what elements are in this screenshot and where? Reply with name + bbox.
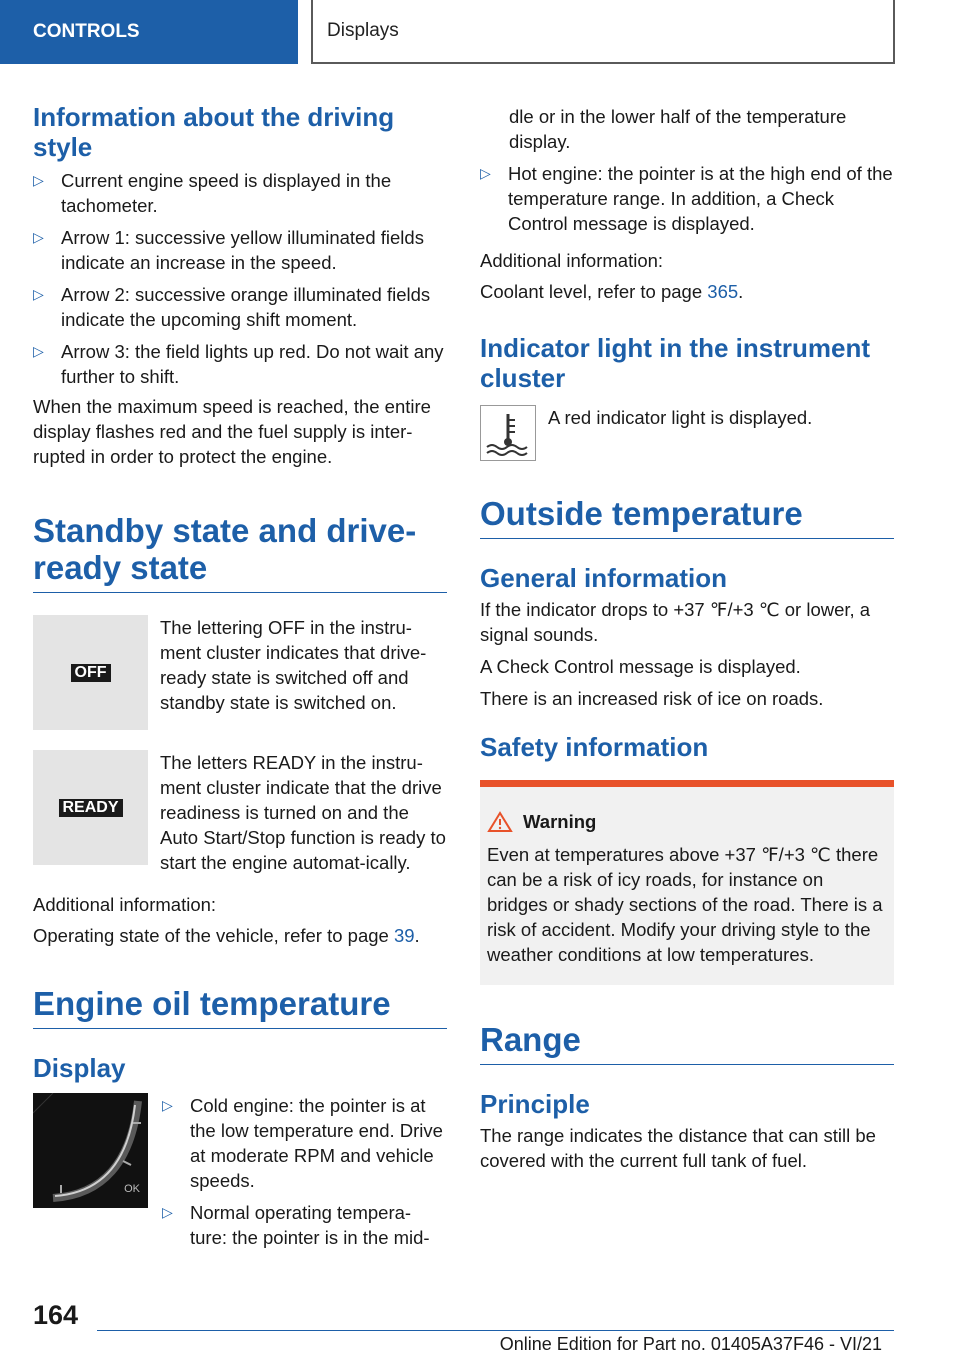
ready-display-image bbox=[33, 750, 148, 865]
list-item: ▷ Normal operating tempera-ture: the pointer is in the mid- bbox=[162, 1202, 430, 1248]
ready-label: READY bbox=[58, 799, 122, 817]
list-item: ▷ Arrow 2: successive orange illuminated fields indicate the upcoming shift moment. bbox=[33, 284, 431, 330]
page-link-365[interactable]: 365 bbox=[707, 281, 739, 302]
driving-style-list bbox=[33, 168, 447, 389]
oil-temp-heading: Engine oil temperature bbox=[33, 985, 447, 1029]
section-tab[interactable] bbox=[0, 0, 298, 64]
warning-bar bbox=[480, 780, 894, 787]
list-item: ▷ Arrow 3: the field lights up red. Do not wait any further to shift. bbox=[33, 341, 444, 387]
warning-label: Warning bbox=[523, 811, 597, 832]
outside-temp-heading: Outside temperature bbox=[480, 495, 894, 539]
general-info-heading: General information bbox=[480, 563, 728, 593]
page-link-39[interactable]: 39 bbox=[393, 925, 415, 946]
triangle-bullet-icon: ▷ bbox=[33, 172, 44, 188]
continued-text: dle or in the lower half of the temperature display. bbox=[509, 106, 847, 152]
outside-text-2: A Check Control message is displayed. bbox=[480, 656, 801, 677]
standby-reference: Operating state of the vehicle, refer to page 39. bbox=[33, 925, 420, 946]
ready-text: The letters READY in the instru-ment cluster indicate that the drive readiness is turned on and the Auto Start/Stop function is ready to start the engine automat-ically. bbox=[160, 752, 446, 873]
hot-engine-list bbox=[480, 161, 894, 236]
oil-temp-list bbox=[162, 1093, 447, 1257]
range-heading: Range bbox=[480, 1021, 894, 1065]
chapter-label: Displays bbox=[327, 20, 399, 41]
standby-heading: Standby state and drive-ready state bbox=[33, 512, 447, 593]
indicator-text: A red indicator light is displayed. bbox=[548, 407, 813, 428]
off-text: The lettering OFF in the instru-ment cluster indicates that drive-ready state is switched off and standby state is switched on. bbox=[160, 617, 427, 713]
principle-heading: Principle bbox=[480, 1089, 590, 1119]
triangle-bullet-icon: ▷ bbox=[33, 286, 44, 302]
indicator-block bbox=[480, 405, 894, 465]
display-heading: Display bbox=[33, 1053, 126, 1083]
list-item: ▷ Hot engine: the pointer is at the high end of the temperature range. In addition, a Check Control message is displayed. bbox=[480, 163, 893, 234]
right-column bbox=[480, 104, 894, 1180]
triangle-bullet-icon: ▷ bbox=[162, 1097, 173, 1113]
ready-block bbox=[33, 750, 447, 882]
standby-additional-label: Additional information: bbox=[33, 894, 217, 915]
right-additional-label: Additional information: bbox=[480, 250, 664, 271]
driving-style-heading: Information about the driving style bbox=[33, 102, 395, 162]
triangle-bullet-icon: ▷ bbox=[33, 229, 44, 245]
max-speed-note: When the maximum speed is reached, the entire display flashes red and the fuel supply is inter-rupted in order to protect the engine. bbox=[33, 396, 431, 467]
outside-text-1: If the indicator drops to +37 ℉/+3 ℃ or lower, a signal sounds. bbox=[480, 599, 871, 645]
coolant-temperature-icon bbox=[480, 405, 536, 461]
list-item: ▷ Current engine speed is displayed in the tachometer. bbox=[33, 170, 392, 216]
gauge-ok-label: OK bbox=[124, 1183, 140, 1195]
warning-box bbox=[480, 780, 894, 985]
outside-text-3: There is an increased risk of ice on roads. bbox=[480, 688, 824, 709]
page-number: 164 bbox=[33, 1300, 79, 1330]
list-item: ▷ Arrow 1: successive yellow illuminated fields indicate an increase in the speed. bbox=[33, 227, 424, 273]
warning-text: Even at temperatures above +37 ℉/+3 ℃ there can be a risk of icy roads, for instance on bridges or shady sections of the road. There is a risk of accident. Modify your driving style to the weather conditions at low temperatures. bbox=[487, 844, 883, 965]
off-label: OFF bbox=[71, 664, 111, 682]
left-column bbox=[33, 98, 447, 1257]
coolant-reference: Coolant level, refer to page 365. bbox=[480, 281, 744, 302]
list-item: ▷ Cold engine: the pointer is at the low temperature end. Drive at moderate RPM and vehicle speeds. bbox=[162, 1095, 443, 1191]
oil-temperature-gauge-image bbox=[33, 1093, 148, 1208]
triangle-bullet-icon: ▷ bbox=[33, 343, 44, 359]
footer-divider bbox=[97, 1330, 894, 1331]
indicator-heading: Indicator light in the instrument cluster bbox=[480, 333, 870, 393]
safety-info-heading: Safety information bbox=[480, 732, 709, 762]
principle-text: The range indicates the distance that can still be covered with the current full tank of fuel. bbox=[480, 1125, 876, 1171]
off-block bbox=[33, 615, 447, 738]
chapter-tab bbox=[311, 0, 895, 64]
triangle-bullet-icon: ▷ bbox=[162, 1204, 173, 1220]
edition-footer: Online Edition for Part no. 01405A37F46 - VI/21 bbox=[499, 1334, 882, 1354]
triangle-bullet-icon: ▷ bbox=[480, 165, 491, 181]
off-display-image bbox=[33, 615, 148, 730]
warning-triangle-icon bbox=[487, 811, 513, 833]
oil-gauge-block bbox=[33, 1093, 447, 1257]
section-label: CONTROLS bbox=[33, 21, 140, 42]
warning-title bbox=[487, 809, 886, 834]
